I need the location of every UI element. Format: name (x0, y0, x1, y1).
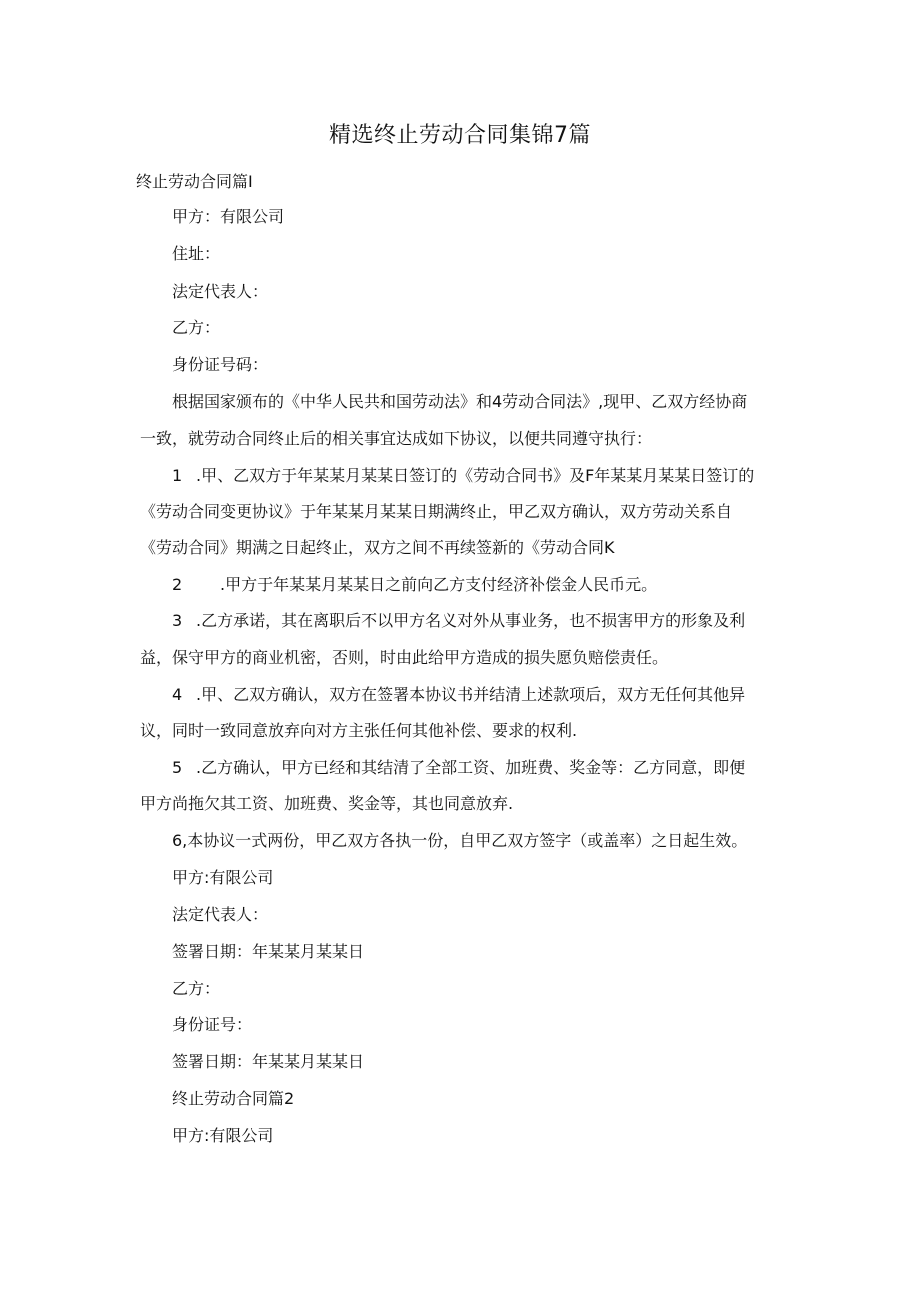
clause-1-number: 1 (172, 466, 183, 485)
intro-paragraph-line-1: 根据国家颁布的《中华人民共和国劳动法》和4劳动合同法》,现甲、乙双方经协商 (172, 392, 748, 411)
clause-6-line-1: 6,本协议一式两份，甲乙双方各执一份，自甲乙双方签字（或盖率）之日起生效。 (172, 831, 748, 850)
clause-2-number: 2 (172, 575, 183, 594)
party-b-line: 乙方： (172, 318, 221, 337)
clause-2-line-1 (172, 573, 657, 597)
signature-party-b: 乙方： (172, 979, 221, 998)
clause-3-line-2: 益，保守甲方的商业机密，否则，时由此给甲方造成的损失愿负赔偿责任。 (140, 648, 669, 667)
clause-4-text: .甲、乙双方确认，双方在签署本协议书并结清上述款项后，双方无任何其他异 (196, 685, 746, 704)
clause-5-text: .乙方确认，甲方已经和其结清了全部工资、加班费、奖金等：乙方同意，即便 (196, 758, 746, 777)
clause-3-line-1 (172, 609, 745, 633)
legal-rep-line: 法定代表人： (172, 282, 269, 301)
intro-paragraph-line-2: 一致，就劳动合同终止后的相关事宜达成如下协议，以便共同遵守执行： (140, 429, 653, 448)
document-title: 精选终止劳动合同集锦7篇 (329, 123, 591, 148)
clause-1-line-3: 《劳动合同》期满之日起终止，双方之间不再续签新的《劳动合同K (140, 538, 615, 557)
clause-4-line-2: 议，同时一致同意放弃向对方主张任何其他补偿、要求的权利. (140, 721, 578, 740)
section-heading-1: 终止劳动合同篇I (136, 172, 253, 191)
section-heading-2: 终止劳动合同篇2 (172, 1089, 295, 1108)
clause-1-line-2: 《劳动合同变更协议》于年某某月某某日期满终止，甲乙双方确认，双方劳动关系自 (140, 502, 733, 521)
clause-4-line-1 (172, 683, 745, 707)
party-a-line: 甲方：有限公司 (172, 207, 285, 226)
signature-date-b: 签署日期：年某某月某某日 (172, 1052, 365, 1071)
clause-1-line-1 (172, 464, 754, 488)
clause-5-line-1 (172, 756, 745, 780)
signature-id: 身份证号： (172, 1015, 253, 1034)
clause-5-line-2: 甲方尚拖欠其工资、加班费、奖金等，其也同意放弃. (140, 794, 514, 813)
clause-4-number: 4 (172, 685, 183, 704)
signature-date-a: 签署日期：年某某月某某日 (172, 942, 365, 961)
clause-3-text: .乙方承诺，其在离职后不以甲方名义对外从事业务，也不损害甲方的形象及利 (196, 611, 746, 630)
section-2-party-a: 甲方:有限公司 (172, 1126, 274, 1145)
id-number-line: 身份证号码： (172, 355, 269, 374)
clause-1-text: .甲、乙双方于年某某月某某日签订的《劳动合同书》及F年某某月某某日签订的 (196, 466, 755, 485)
clause-2-text: .甲方于年某某月某某日之前向乙方支付经济补偿金人民币元。 (220, 575, 658, 594)
signature-party-a: 甲方:有限公司 (172, 868, 274, 887)
address-line: 住址： (172, 244, 221, 263)
clause-5-number: 5 (172, 758, 183, 777)
clause-3-number: 3 (172, 611, 183, 630)
signature-legal-rep: 法定代表人： (172, 905, 269, 924)
